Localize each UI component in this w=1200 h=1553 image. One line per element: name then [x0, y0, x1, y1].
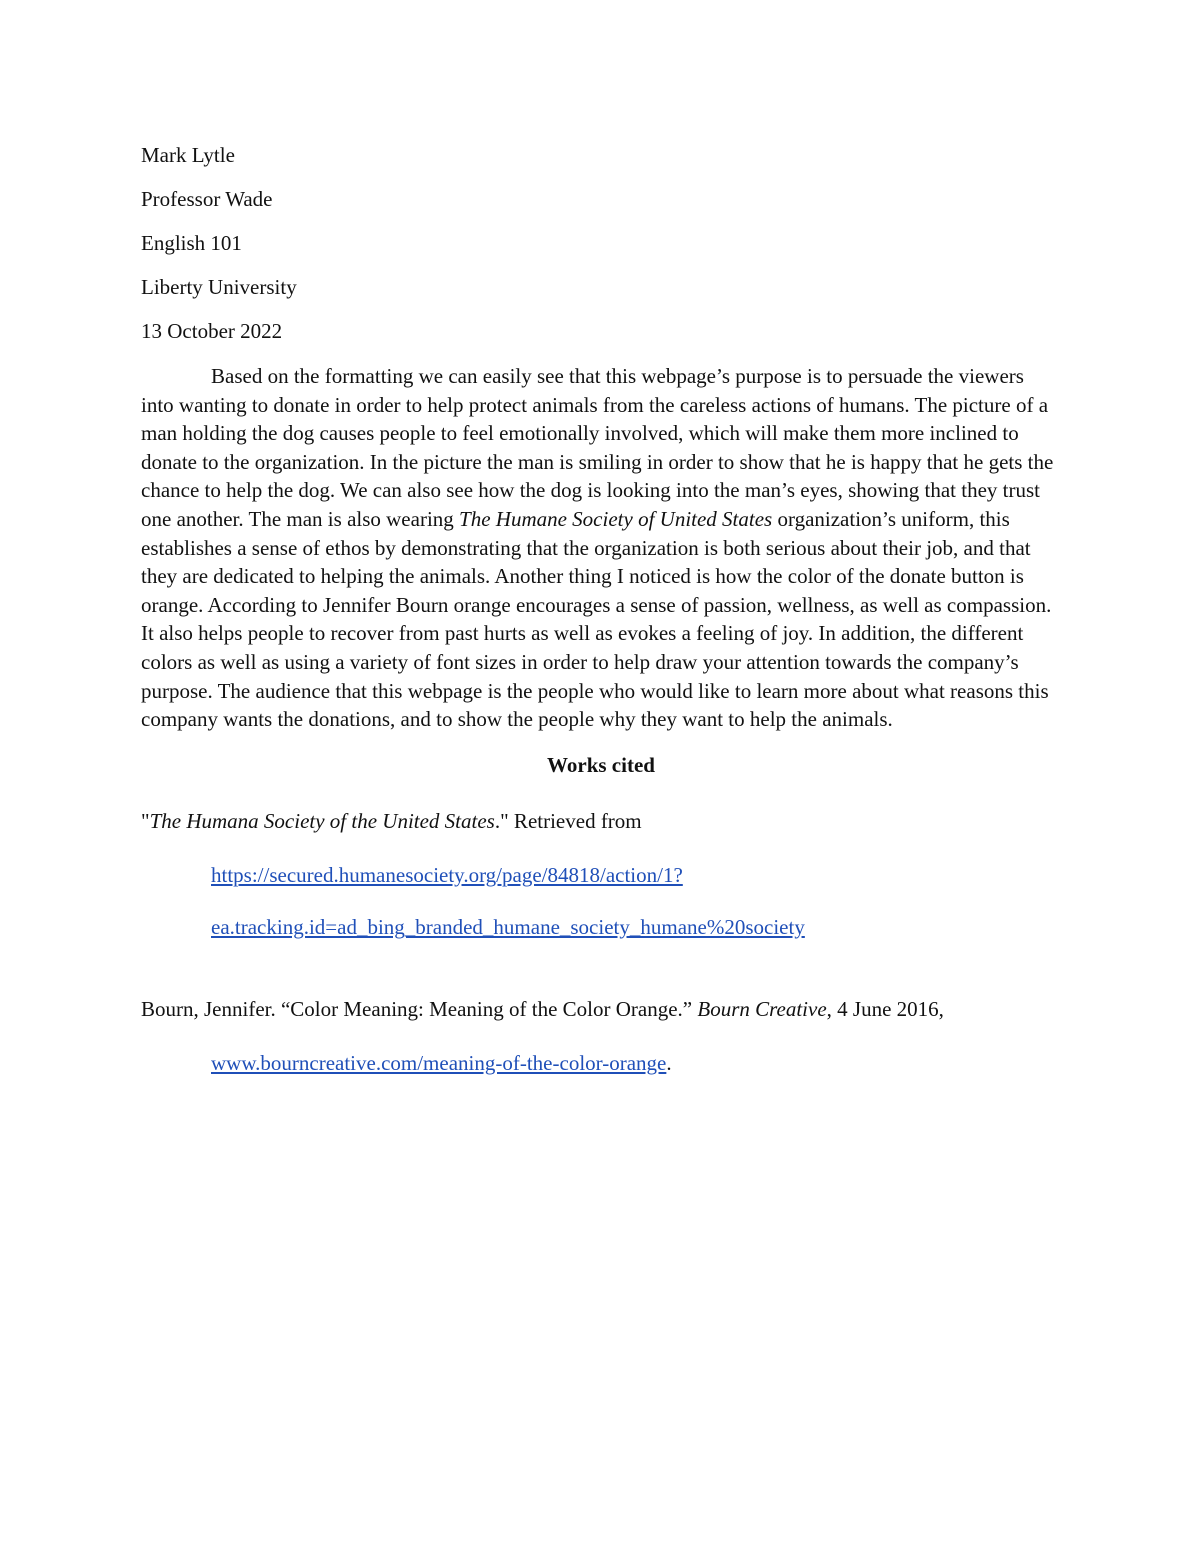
professor-name: Professor Wade	[141, 187, 273, 211]
course-name: English 101	[141, 231, 242, 255]
essay-italic-org-name: The Humane Society of United States	[459, 506, 773, 531]
essay-paragraph	[141, 362, 1061, 734]
author-name: Mark Lytle	[141, 143, 235, 167]
citation-1-url-line-1-row	[141, 860, 1061, 890]
citation-1-url-line-2-row	[141, 912, 1061, 942]
essay-text-part-2: organization’s uniform, this establishes a sense of ethos by demonstrating that the organization is both serious about their job, and that they are dedicated to helping the animals. Another thing I noticed is how the color of the donate button is orange. According to Jennifer Bourn orange encourages a sense of passion, wellness, as well as compassion. It also helps people to recover from past hurts as well as evokes a feeling of joy. In addition, the different colors as well as using a variety of font sizes in order to help draw your attention towards the company’s purpose. The audience that this webpage is the people who would like to learn more about what reasons this company wants the donations, and to show the people why they want to help the animals.	[141, 506, 1052, 732]
citation-1-title: The Humana Society of the United States	[149, 808, 495, 833]
citation-2	[141, 994, 1061, 1024]
citation-2-source: Bourn Creative	[697, 996, 827, 1021]
citation-2-suffix: , 4 June 2016,	[826, 996, 944, 1021]
citation-2-prefix: Bourn, Jennifer. “Color Meaning: Meaning of the Color Orange.”	[141, 996, 698, 1021]
document-date: 13 October 2022	[141, 319, 283, 343]
citation-2-end: .	[666, 1050, 672, 1075]
citation-1-link-part-1[interactable]: https://secured.humanesociety.org/page/84818/action/1?	[211, 862, 683, 887]
citation-1-link-part-2[interactable]: ea.tracking.id=ad_bing_branded_humane_society_humane%20society	[211, 914, 805, 939]
works-cited-heading: Works cited	[547, 752, 655, 777]
document-page	[141, 140, 1061, 1078]
citation-1-rest: ." Retrieved from	[494, 808, 642, 833]
school-name: Liberty University	[141, 275, 297, 299]
citation-2-url-row	[141, 1048, 1061, 1078]
citation-1	[141, 806, 1061, 836]
citation-1-quote-open: "	[141, 808, 150, 833]
essay-text-part-1: Based on the formatting we can easily see that this webpage’s purpose is to persuade the viewers into wanting to donate in order to help protect animals from the careless actions of humans. The picture of a man holding the dog causes people to feel emotionally involved, which will make them more inclined to donate to the organization. In the picture the man is smiling in order to show that he is happy that he gets the chance to help the dog. We can also see how the dog is looking into the man’s eyes, showing that they trust one another. The man is also wearing	[141, 364, 1054, 531]
citation-2-link[interactable]: www.bourncreative.com/meaning-of-the-color-orange	[211, 1050, 667, 1075]
